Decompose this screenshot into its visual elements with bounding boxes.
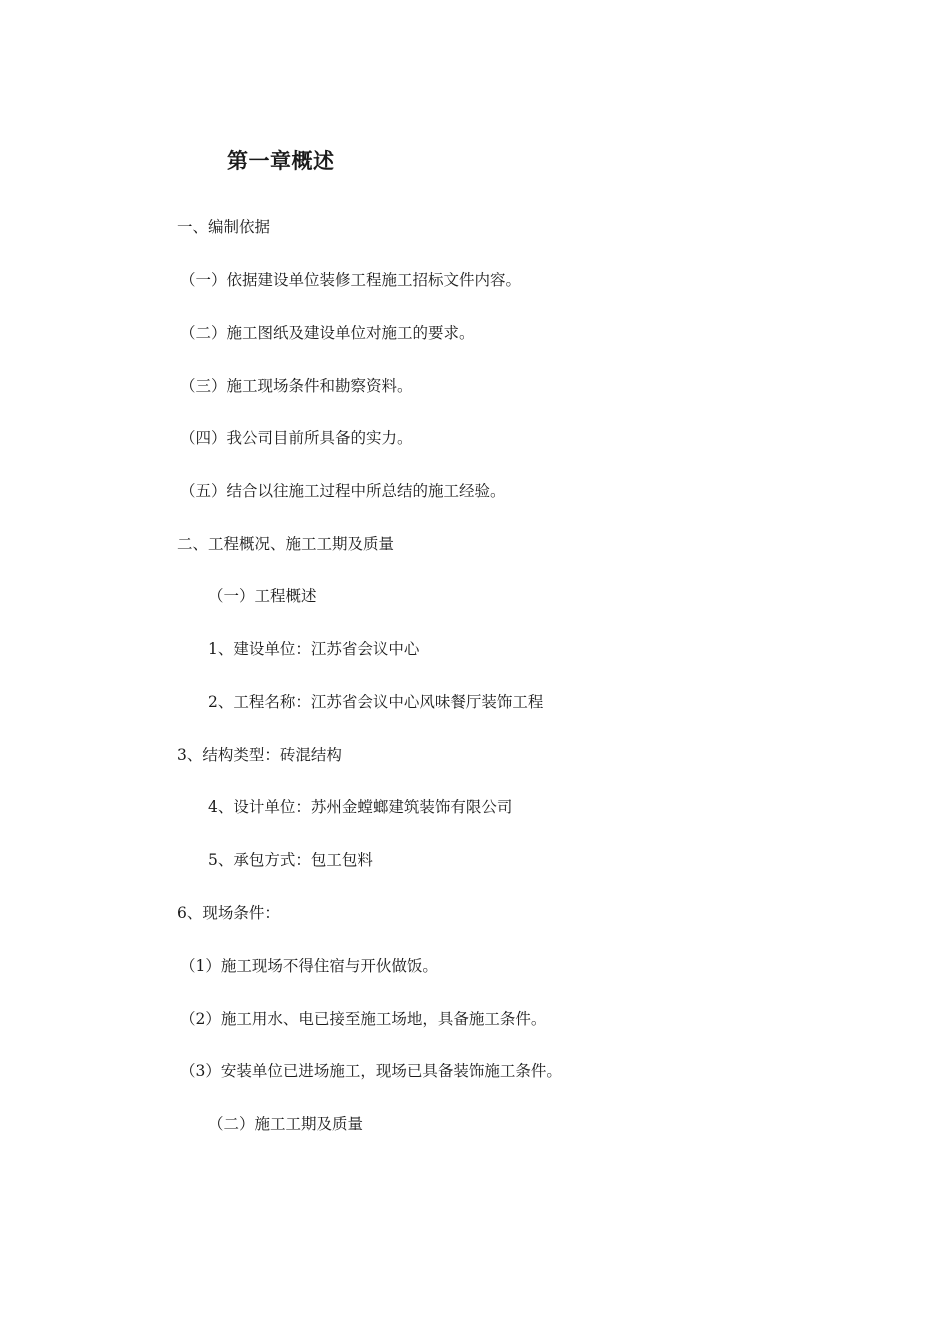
list-item: 4、设计单位：苏州金螳螂建筑装饰有限公司 (208, 798, 513, 816)
chapter-title: 第一章概述 (227, 149, 335, 173)
list-item: 3、结构类型：砖混结构 (177, 746, 342, 764)
list-item: （3）安装单位已进场施工，现场已具备装饰施工条件。 (180, 1062, 562, 1080)
list-item: （一）依据建设单位装修工程施工招标文件内容。 (180, 271, 522, 289)
list-item: 2、工程名称：江苏省会议中心风味餐厅装饰工程 (208, 693, 544, 711)
subsection-heading-schedule-quality: （二）施工工期及质量 (208, 1115, 364, 1133)
section-heading-project-overview: 二、工程概况、施工工期及质量 (177, 535, 395, 553)
list-item: 6、现场条件： (177, 904, 280, 922)
list-item: （五）结合以往施工过程中所总结的施工经验。 (180, 482, 506, 500)
section-heading-compilation-basis: 一、编制依据 (177, 218, 271, 236)
list-item: （2）施工用水、电已接至施工场地，具备施工条件。 (180, 1010, 547, 1028)
list-item: （四）我公司目前所具备的实力。 (180, 429, 413, 447)
list-item: （三）施工现场条件和勘察资料。 (180, 377, 413, 395)
list-item: （1）施工现场不得住宿与开伙做饭。 (180, 957, 438, 975)
list-item: 1、建设单位：江苏省会议中心 (208, 640, 420, 658)
list-item: （二）施工图纸及建设单位对施工的要求。 (180, 324, 475, 342)
subsection-heading-project-summary: （一）工程概述 (208, 587, 317, 605)
list-item: 5、承包方式：包工包料 (208, 851, 373, 869)
